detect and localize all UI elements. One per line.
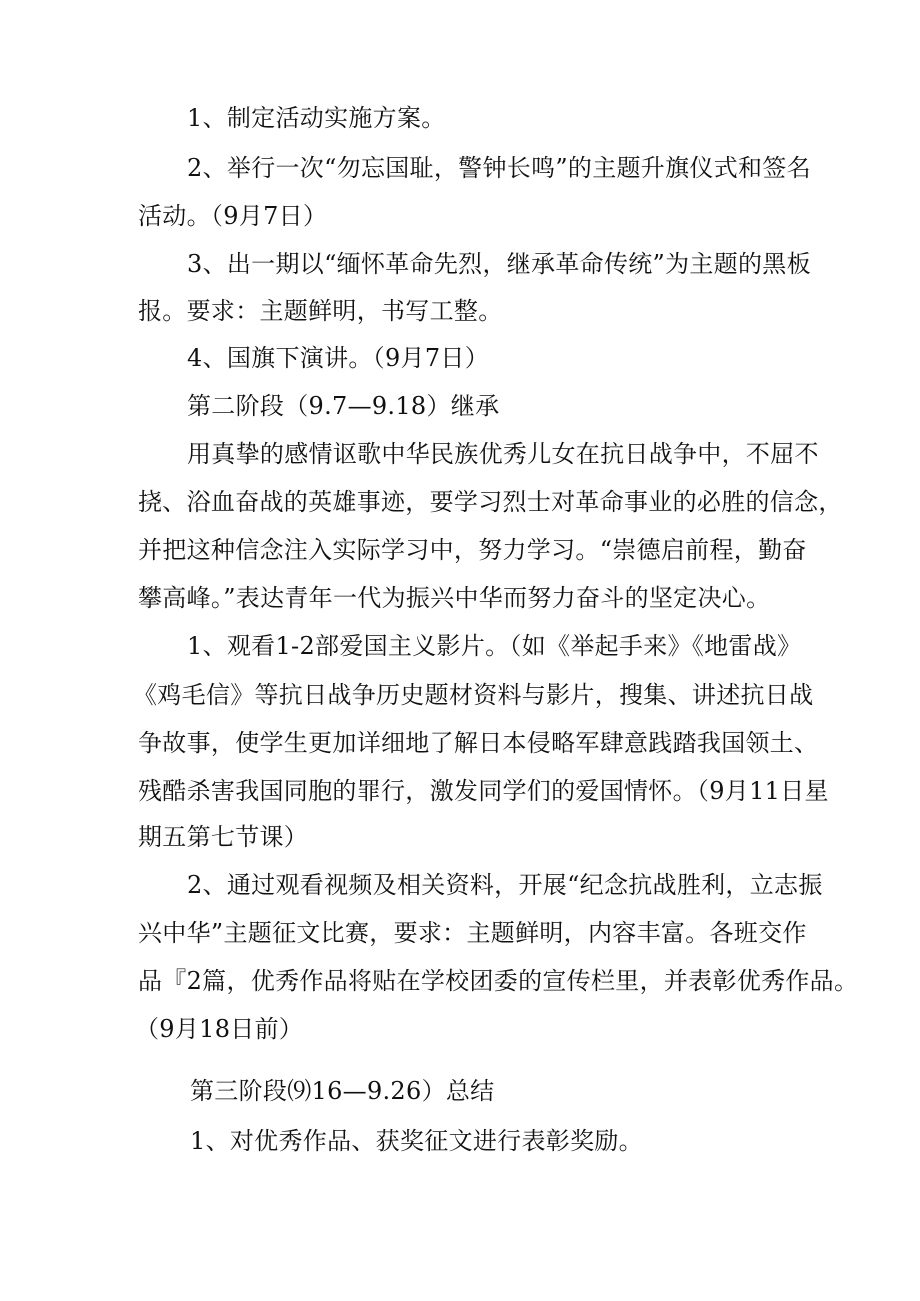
item-1-text: 1、制定活动实施方案。 bbox=[187, 104, 446, 132]
stage-2-item-1-line-5: 期五第七节课） bbox=[138, 823, 309, 851]
stage-2-item-1-line-4: 残酷杀害我国同胞的罪行，激发同学们的爱国情怀。（9月11日星 bbox=[138, 777, 829, 805]
stage-3-item-1: 1、对优秀作品、获奖征文进行表彰奖励。 bbox=[190, 1127, 643, 1155]
stage-2-item-1-line-1: 1、观看1-2部爱国主义影片。（如《举起手来》《地雷战》 bbox=[187, 632, 802, 660]
item-2-text-line-1: 2、举行一次“勿忘国耻，警钟长鸣”的主题升旗仪式和签名 bbox=[187, 154, 811, 182]
stage-2-item-2-line-1: 2、通过观看视频及相关资料，开展“纪念抗战胜利，立志振 bbox=[187, 871, 823, 899]
item-3-text-line-1: 3、出一期以“缅怀革命先烈，继承革命传统”为主题的黑板 bbox=[187, 250, 811, 278]
stage-2-item-2-line-3: 品『2篇，优秀作品将贴在学校团委的宣传栏里，并表彰优秀作品。 bbox=[138, 967, 859, 995]
stage-3-heading: 第三阶段⑼16—9.26）总结 bbox=[190, 1077, 495, 1105]
stage-2-paragraph-line-1: 用真挚的感情讴歌中华民族优秀儿女在抗日战争中，不屈不 bbox=[187, 440, 819, 468]
stage-2-paragraph-line-3: 并把这种信念注入实际学习中，努力学习。“崇德启前程，勤奋 bbox=[138, 536, 807, 564]
stage-2-heading: 第二阶段（9.7—9.18）继承 bbox=[187, 392, 500, 420]
item-3-text-line-2: 报。要求：主题鲜明，书写工整。 bbox=[138, 297, 503, 325]
item-4-text: 4、国旗下演讲。（9月7日） bbox=[187, 344, 490, 372]
stage-2-paragraph-line-2: 挠、浴血奋战的英雄事迹，要学习烈士对革命事业的必胜的信念， bbox=[138, 488, 843, 516]
item-2-text-line-2: 活动。（9月7日） bbox=[138, 202, 328, 230]
stage-2-item-2-line-2: 兴中华”主题征文比赛，要求：主题鲜明，内容丰富。各班交作 bbox=[138, 919, 807, 947]
stage-2-item-1-line-2: 《鸡毛信》等抗日战争历史题材资料与影片，搜集、讲述抗日战 bbox=[133, 681, 814, 709]
stage-2-paragraph-line-4: 攀高峰。”表达青年一代为振兴中华而努力奋斗的坚定决心。 bbox=[138, 584, 771, 612]
stage-2-item-2-line-4: （9月18日前） bbox=[135, 1015, 304, 1043]
stage-2-item-1-line-3: 争故事，使学生更加详细地了解日本侵略军肆意践踏我国领土、 bbox=[138, 729, 819, 757]
